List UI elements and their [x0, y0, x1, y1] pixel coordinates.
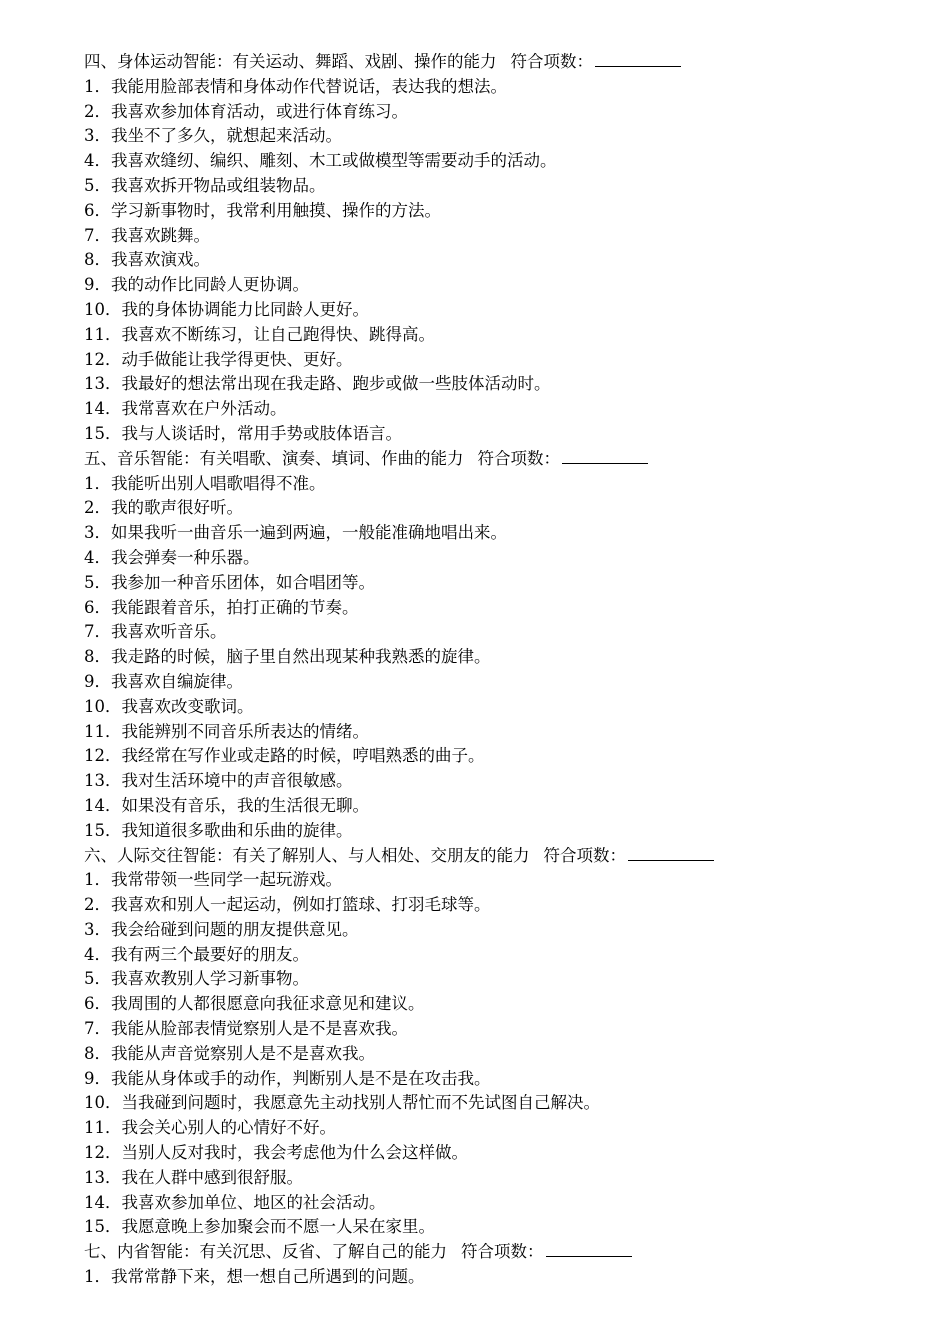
- count-label: 符合项数：: [510, 52, 593, 71]
- list-item: 1．我能听出别人唱歌唱得不准。: [84, 473, 326, 493]
- count-label: 符合项数：: [461, 1242, 544, 1262]
- section-heading-music: [84, 447, 924, 472]
- section-title: 七、内省智能：有关沉思、反省、了解自己的能力: [84, 1242, 447, 1262]
- list-item: 14．如果没有音乐，我的生活很无聊。: [84, 795, 369, 815]
- list-item: 15．我与人谈话时，常用手势或肢体语言。: [84, 423, 402, 443]
- list-item: 3．如果我听一曲音乐一遍到两遍，一般能准确地唱出来。: [84, 523, 507, 543]
- list-item: 9．我能从身体或手的动作，判断别人是不是在攻击我。: [84, 1068, 491, 1088]
- list-item: 1．我能用脸部表情和身体动作代替说话，表达我的想法。: [84, 76, 507, 96]
- list-item: 10．我的身体协调能力比同龄人更好。: [84, 299, 369, 319]
- list-item: 4．我有两三个最要好的朋友。: [84, 944, 309, 964]
- list-item: 9．我喜欢自编旋律。: [84, 671, 243, 691]
- list-item: 15．我愿意晚上参加聚会而不愿一人呆在家里。: [84, 1217, 435, 1237]
- list-item: 11．我能辨别不同音乐所表达的情绪。: [84, 721, 369, 741]
- count-blank-field[interactable]: [562, 447, 648, 464]
- section-heading-interpersonal: [84, 844, 924, 869]
- section-heading-intrapersonal: [84, 1240, 924, 1265]
- list-item: 13．我在人群中感到很舒服。: [84, 1167, 303, 1187]
- count-label: 符合项数：: [543, 845, 626, 865]
- count-blank-field[interactable]: [546, 1240, 632, 1257]
- list-item: 6．我能跟着音乐，拍打正确的节奏。: [84, 597, 359, 617]
- list-item: 8．我走路的时候，脑子里自然出现某种我熟悉的旋律。: [84, 647, 491, 667]
- list-item: 14．我喜欢参加单位、地区的社会活动。: [84, 1192, 386, 1212]
- list-item: 7．我能从脸部表情觉察别人是不是喜欢我。: [84, 1019, 408, 1039]
- list-item: 13．我对生活环境中的声音很敏感。: [84, 771, 353, 791]
- list-item: 3．我会给碰到问题的朋友提供意见。: [84, 919, 359, 939]
- list-item: 8．我喜欢演戏。: [84, 250, 210, 270]
- list-item: 2．我的歌声很好听。: [84, 498, 243, 518]
- count-label: 符合项数：: [477, 448, 560, 468]
- list-item: 7．我喜欢听音乐。: [84, 622, 227, 642]
- section-heading-body-kinesthetic: [84, 50, 924, 75]
- list-item: 15．我知道很多歌曲和乐曲的旋律。: [84, 820, 353, 840]
- list-item: 6．学习新事物时，我常利用触摸、操作的方法。: [84, 200, 441, 220]
- list-item: 12．我经常在写作业或走路的时候，哼唱熟悉的曲子。: [84, 746, 485, 766]
- list-item: 1．我常带领一些同学一起玩游戏。: [84, 870, 342, 890]
- list-item: 1．我常常静下来，想一想自己所遇到的问题。: [84, 1267, 425, 1287]
- list-item: 11．我会关心别人的心情好不好。: [84, 1118, 336, 1138]
- list-item: 3．我坐不了多久，就想起来活动。: [84, 126, 342, 146]
- list-item: 5．我喜欢教别人学习新事物。: [84, 969, 309, 989]
- section-title: 四、身体运动智能：有关运动、舞蹈、戏剧、操作的能力: [84, 52, 497, 71]
- list-item: 14．我常喜欢在户外活动。: [84, 399, 287, 419]
- list-item: 5．我参加一种音乐团体，如合唱团等。: [84, 572, 375, 592]
- document-body: [84, 50, 924, 1290]
- count-blank-field[interactable]: [595, 50, 681, 67]
- count-blank-field[interactable]: [628, 844, 714, 861]
- section-title: 五、音乐智能：有关唱歌、演奏、填词、作曲的能力: [84, 448, 464, 468]
- list-item: 10．当我碰到问题时，我愿意先主动找别人帮忙而不先试图自己解决。: [84, 1093, 600, 1113]
- list-item: 5．我喜欢拆开物品或组装物品。: [84, 175, 326, 195]
- list-item: 2．我喜欢和别人一起运动，例如打篮球、打羽毛球等。: [84, 895, 491, 915]
- list-item: 10．我喜欢改变歌词。: [84, 696, 254, 716]
- section-title: 六、人际交往智能：有关了解别人、与人相处、交朋友的能力: [84, 845, 530, 865]
- list-item: 12．当别人反对我时，我会考虑他为什么会这样做。: [84, 1143, 468, 1163]
- list-item: 4．我喜欢缝纫、编织、雕刻、木工或做模型等需要动手的活动。: [84, 151, 557, 171]
- list-item: 9．我的动作比同龄人更协调。: [84, 275, 309, 295]
- list-item: 2．我喜欢参加体育活动，或进行体育练习。: [84, 101, 408, 121]
- list-item: 13．我最好的想法常出现在我走路、跑步或做一些肢体活动时。: [84, 374, 551, 394]
- list-item: 6．我周围的人都很愿意向我征求意见和建议。: [84, 994, 425, 1014]
- list-item: 12．动手做能让我学得更快、更好。: [84, 349, 353, 369]
- list-item: 7．我喜欢跳舞。: [84, 225, 210, 245]
- list-item: 4．我会弹奏一种乐器。: [84, 547, 260, 567]
- list-item: 8．我能从声音觉察别人是不是喜欢我。: [84, 1043, 375, 1063]
- list-item: 11．我喜欢不断练习，让自己跑得快、跳得高。: [84, 324, 435, 344]
